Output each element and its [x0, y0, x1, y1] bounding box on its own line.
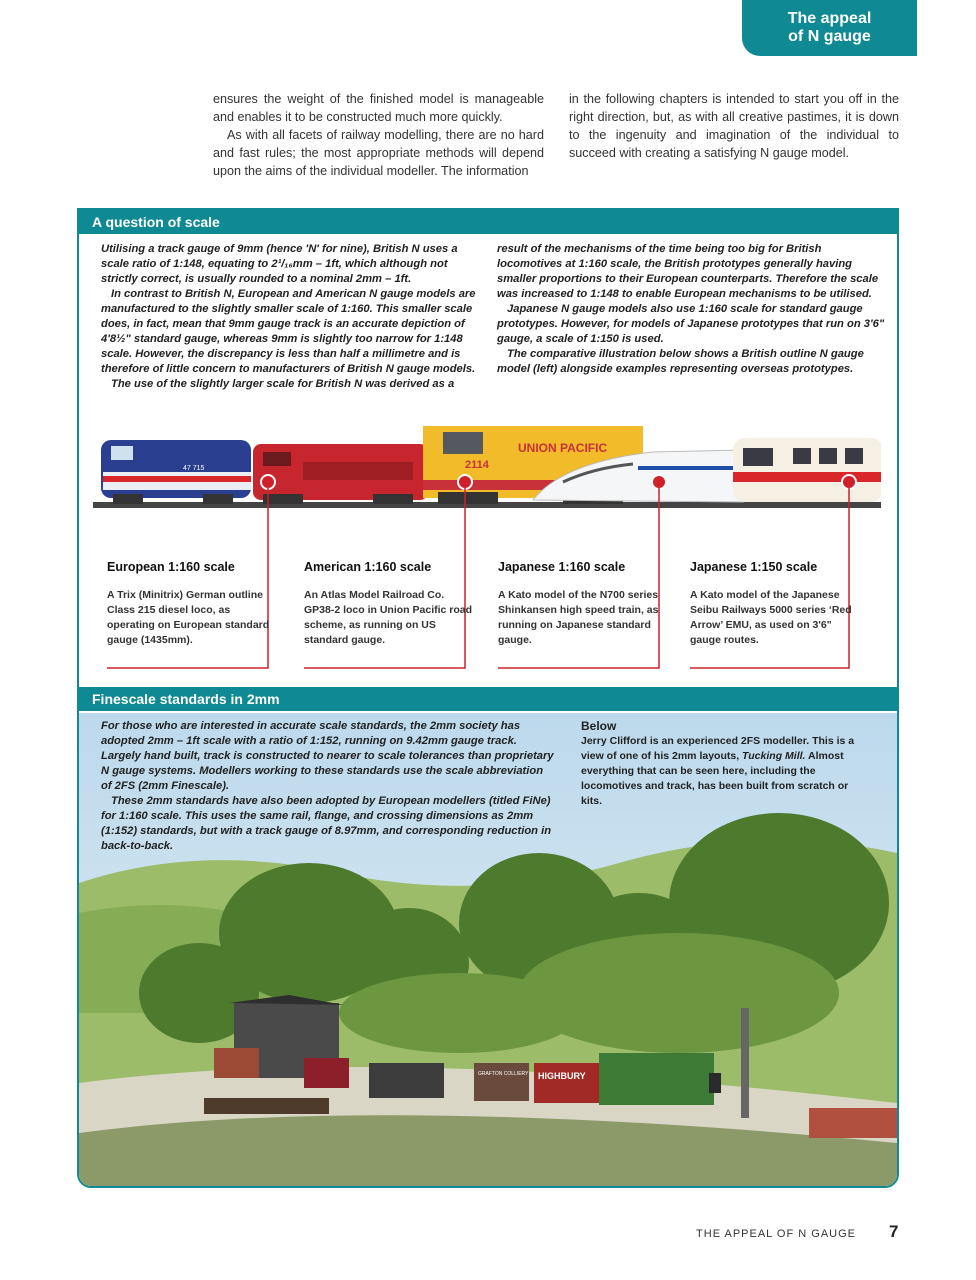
scale-column-1 — [101, 242, 479, 392]
wagon-lettering-grafton: GRAFTON COLLIERY — [478, 1071, 529, 1077]
caption-text-part: Jerry Clifford is an experienced 2FS modeller. This is a view of one of his 2mm layouts, — [581, 735, 855, 762]
caption-american — [304, 560, 474, 648]
caption-title: Japanese 1:160 scale — [498, 560, 626, 574]
sidebar-box — [77, 208, 899, 1188]
caption-title: American 1:160 scale — [304, 560, 432, 574]
running-footer: THE APPEAL OF N GAUGE — [696, 1228, 856, 1240]
intro-paragraph: ensures the weight of the finished model is manageable and enables it to be constructed much more quickly. — [213, 92, 544, 124]
caption-body: A Kato model of the N700 series Shinkansen high speed train, as running on Japanese standard gauge. — [498, 589, 659, 646]
caption-body: A Trix (Minitrix) German outline Class 215 diesel loco, as operating on European standard gauge (1435mm). — [107, 589, 270, 646]
finescale-paragraph: For those who are interested in accurate scale standards, the 2mm society has adopted 2mm – 1ft scale with a ratio of 1:152, running on 9.42mm gauge track. Largely hand built, track is constructed to nearer to scale tolerances than proprietary N gauge systems. Modellers working to these standards use the scale abbreviation of 2FS (2mm Finescale). — [101, 720, 554, 792]
scale-paragraph: The comparative illustration below shows a British outline N gauge model (left) alongside examples representing overseas prototypes. — [497, 348, 864, 375]
caption-body: A Kato model of the Japanese Seibu Railways 5000 series ‘Red Arrow’ EMU, as used on 3'6" gauge routes. — [690, 589, 852, 646]
american-loco-number: 2114 — [465, 459, 489, 471]
caption-text-part: Almost everything that can be seen here, including the locomotives and track, has been built from scratch or kits. — [581, 750, 849, 807]
section-tab-line2: of N gauge — [788, 28, 871, 45]
british-loco-number: 47 715 — [183, 465, 205, 472]
scale-paragraph: Japanese N gauge models also use 1:160 scale for standard gauge prototypes. However, for models of Japanese prototypes that run on 3'6" gauge, a scale of 1:150 is used. — [497, 303, 885, 345]
finescale-text — [101, 719, 556, 854]
callout-dot-shinkansen — [652, 475, 666, 489]
american-loco-road-name: UNION PACIFIC — [518, 441, 608, 455]
caption-title: Japanese 1:150 scale — [690, 560, 818, 574]
page-number: 7 — [889, 1222, 899, 1241]
callout-dot-european — [261, 475, 275, 489]
photo-caption-body — [581, 734, 871, 809]
finescale-paragraph: These 2mm standards have also been adopted by European modellers (titled FiNe) for 1:160 scale. This uses the same rail, flange, and crossing dimensions as 2mm (1:152) standards, but with a track gauge of 8.97mm, and corresponding reduction in back-to-back. — [101, 795, 552, 852]
photo-caption — [581, 719, 871, 809]
scale-paragraph: The use of the slightly larger scale for British N was derived as a — [111, 378, 455, 390]
intro-paragraph: in the following chapters is intended to start you off in the right direction, but, as with all creative pastimes, it is down to the ingenuity and imagination of the individual to succeed with creating a satisfying N gauge model. — [569, 92, 899, 160]
photo-caption-heading: Below — [581, 719, 617, 733]
intro-column-2 — [569, 90, 899, 162]
caption-european — [107, 560, 277, 648]
caption-japanese-160 — [498, 560, 668, 648]
section-tab-line1: The appeal — [787, 10, 872, 27]
caption-title: European 1:160 scale — [107, 560, 235, 574]
callout-dot-emu — [842, 475, 856, 489]
scale-heading: A question of scale — [79, 210, 897, 234]
caption-japanese-150 — [690, 560, 860, 648]
finescale-heading: Finescale standards in 2mm — [79, 687, 897, 711]
caption-body: An Atlas Model Railroad Co. GP38-2 loco in Union Pacific road scheme, as running on US standard gauge. — [304, 589, 473, 646]
callout-dot-american — [458, 475, 472, 489]
scale-column-2 — [497, 242, 885, 377]
scale-paragraph: In contrast to British N, European and American N gauge models are manufactured to the slightly smaller scale of 1:160. This smaller scale does, in fact, mean that 9mm gauge track is an accurate depiction of 4'8½" standard gauge, whereas 9mm is slightly too narrow for 1:148 scale. However, the discrepancy is less than half a millimetre and is therefore of little concern to manufacturers of British N gauge models. — [101, 288, 476, 375]
layout-name: Tucking Mill. — [742, 750, 806, 762]
scale-paragraph: result of the mechanisms of the time being too big for British locomotives at 1:160 scale, the British prototypes generally having smaller proportions to their European counterparts. Therefore the scale was increased to 1:148 to enable European mechanisms to be utilised. — [497, 243, 879, 300]
wagon-lettering-highbury: HIGHBURY — [538, 1071, 586, 1081]
section-tab — [742, 0, 917, 56]
intro-paragraph: As with all facets of railway modelling, there are no hard and fast rules; the most appropriate methods will depend upon the aims of the individual modeller. The information — [213, 128, 544, 178]
scale-paragraph: Utilising a track gauge of 9mm (hence 'N' for nine), British N uses a scale ratio of 1:148, equating to 2¹/₁₆mm – 1ft, which although not strictly correct, is usually rounded to a nominal 2mm – 1ft. — [101, 243, 458, 285]
intro-column-1 — [213, 90, 544, 180]
